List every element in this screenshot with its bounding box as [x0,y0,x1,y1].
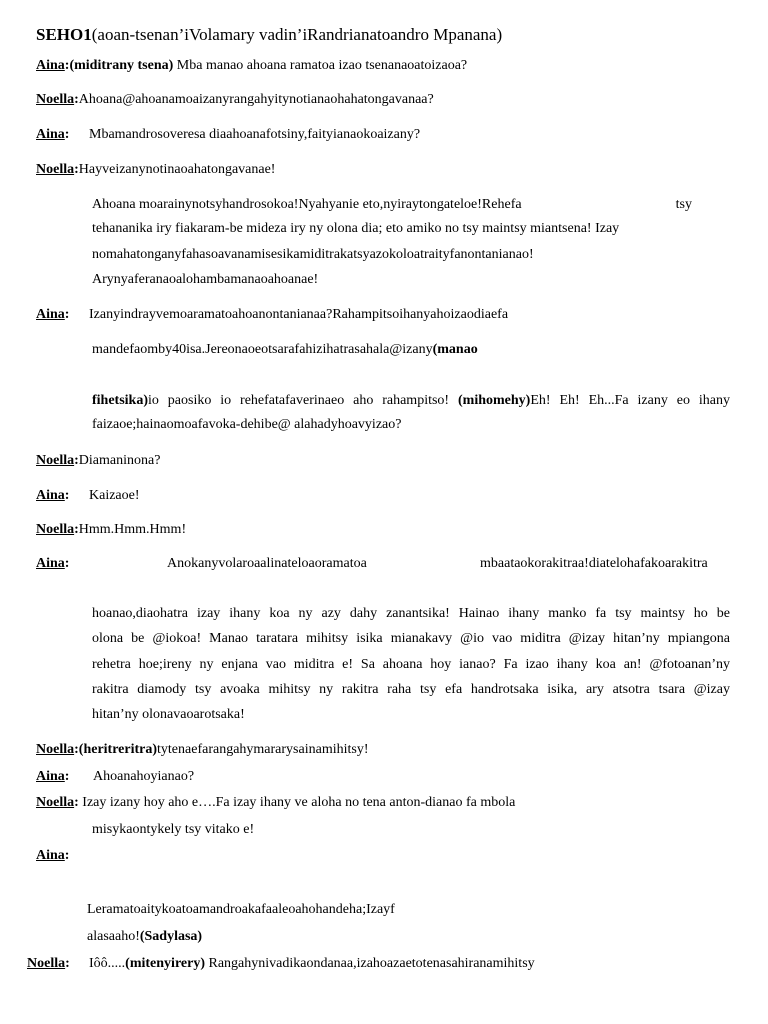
speaker-noella: Noella [36,522,75,537]
dialogue-line-6: Aina: [36,307,70,322]
paragraph-line: faizaoe;hainaomoafavoka-dehibe@ alahadyhoavyizao? [92,417,402,432]
paragraph-line: olona be @iokoa! Manao taratara mihitsy isika mianakavy @io vao miditra @izay hitan’ny mpiangona [92,631,730,646]
scene-number: SEHO1 [36,25,92,44]
stage-direction: (mitenyirery) [125,956,205,971]
dialogue-line-21: Noella: [27,956,70,971]
stage-direction: fihetsika) [92,393,148,408]
paragraph-line: misykaontykely tsy vitako e! [92,822,255,837]
dialogue-line-1: Aina:(miditrany tsena) Mba manao ahoana ramatoa izao tsenanaoatoizaoa? [36,58,468,73]
dialogue-line-15: Aina: [36,769,70,784]
scene-title [36,26,502,44]
speaker-aina: Aina [36,769,65,784]
dialogue-line-18: Aina: [36,848,70,863]
dialogue-text: Hmm.Hmm.Hmm! [78,522,187,537]
paragraph-line: rakitra diamody tsy avoaka mihitsy ny rakitra raha tsy efa handrotsaka isika, ary atsotra tsara @izay [92,682,730,697]
stage-direction: (mihomehy) [458,393,531,408]
speaker-noella: Noella [36,742,75,757]
dialogue-text: Anokanyvolaroaalinateloaoramatoa [167,556,367,571]
paragraph-line: hoanao,diaohatra izay ihany koa ny azy dahy zanantsika! Hainao ihany manko fa tsy maintsy ho be [92,606,730,621]
speaker-aina: Aina [36,848,65,863]
speaker-noella: Noella [36,453,75,468]
paragraph-line: rehetra hoe;ireny ny enjana vao miditra e! Sa ahoana hoy ianao? Fa izao ihany koa an! @fotoanan’ny [92,657,730,672]
dialogue-text: Mbamandrosoveresa diaahoanafotsiny,faityianaokoaizany? [89,127,421,142]
speaker-aina: Aina [36,488,65,503]
dialogue-text: Izanyindrayvemoaramatoahoanontanianaa?Rahampitsoihanyahoizaodiaefa [89,307,509,322]
dialogue-line-16: Noella: Izay izany hoy aho e….Fa izay ihany ve aloha no tena anton-dianao fa mbola [36,795,516,810]
dialogue-line-12: Aina: [36,556,70,571]
speaker-noella: Noella [27,956,66,971]
paragraph-line: Arynyaferanaoalohambamanaoahoanae! [92,272,319,287]
speaker-aina: Aina [36,127,65,142]
scene-subtitle: (aoan-tsenan’iVolamary vadin’iRandrianatoandro Mpanana) [91,25,503,44]
speaker-aina: Aina [36,58,65,73]
dialogue-text: Diamaninona? [78,453,161,468]
stage-direction: (Sadylasa) [139,929,203,944]
stage-direction: (miditrany tsena) [69,58,174,73]
paragraph-line: nomahatonganyfahasoavanamisesikamiditrakatsyazokoloatraityfanontanianao! [92,247,534,262]
stage-direction: (manao [432,342,478,357]
dialogue-text: Ahoanahoyianao? [93,769,195,784]
speaker-noella: Noella [36,162,75,177]
dialogue-text: Mba manao ahoana ramatoa izao tsenanaoatoizaoa? [173,58,468,73]
paragraph-line: tehananika iry fiakaram-be mideza iry ny olona dia; eto amiko no tsy maintsy miantsena! Izay [92,221,620,236]
dialogue-text: mbaataokorakitraa!diatelohafakoarakitra [480,556,708,571]
speaker-noella: Noella [36,92,75,107]
stage-direction: (heritreritra) [78,742,158,757]
dialogue-line-10: Aina: [36,488,70,503]
dialogue-line-14: Noella:(heritreritra)tytenaefarangahymararysainamihitsy! [36,742,369,757]
dialogue-text: Ahoana@ahoanamoaizanyrangahyitynotianaohahatongavanaa? [78,92,434,107]
paragraph-line: fihetsika)io paosiko io rehefatafaverinaeo aho rahampitso! (mihomehy)Eh! Eh! Eh...Fa izany eo ihany [92,393,730,408]
dialogue-text: Hayveizanynotinaoahatongavanae! [78,162,276,177]
dialogue-line-11: Noella:Hmm.Hmm.Hmm! [36,522,187,537]
dialogue-text: Iôô.....(mitenyirery) Rangahynivadikaondanaa,izahoazaetotenasahiranamihitsy [89,956,535,971]
paragraph-line: Ahoana moarainynotsyhandrosokoa!Nyahyanie eto,nyiraytongateloe!Rehefa tsy [92,197,692,212]
dialogue-text: Izay izany hoy aho e….Fa izay ihany ve aloha no tena anton-dianao fa mbola [78,795,516,810]
paragraph-line: mandefaomby40isa.Jereonaoeotsarafahizihatrasahala@izany(manao [92,342,478,357]
paragraph-line: alasaaho!(Sadylasa) [87,929,203,944]
dialogue-line-4: Noella:Hayveizanynotinaoahatongavanae! [36,162,276,177]
speaker-noella: Noella [36,795,75,810]
paragraph-line: Leramatoaitykoatoamandroakafaaleoahohandeha;Izayf [87,902,395,917]
dialogue-line-2: Noella:Ahoana@ahoanamoaizanyrangahyitynotianaohahatongavanaa? [36,92,434,107]
speaker-aina: Aina [36,556,65,571]
speaker-aina: Aina [36,307,65,322]
dialogue-text: Kaizaoe! [89,488,140,503]
paragraph-line: hitan’ny olonavaoarotsaka! [92,707,245,722]
dialogue-line-3: Aina: [36,127,70,142]
dialogue-line-9: Noella:Diamaninona? [36,453,161,468]
dialogue-text: tytenaefarangahymararysainamihitsy! [157,742,369,757]
